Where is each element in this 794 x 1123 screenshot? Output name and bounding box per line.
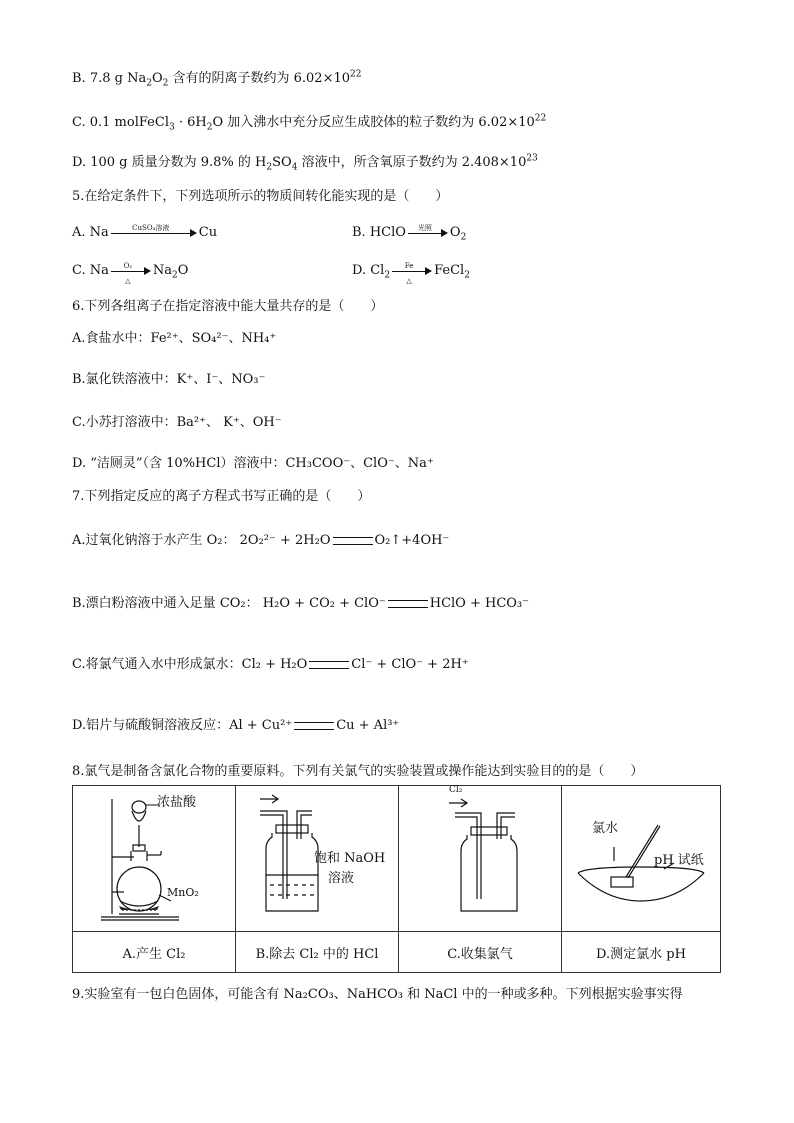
q6-option-b: B.氯化铁溶液中：K⁺、I⁻、NO₃⁻ <box>72 372 266 387</box>
label-chlorine-water: 氯水 <box>592 820 619 836</box>
q8-apparatus-table <box>72 785 721 973</box>
q5-option-d: D. $Cl_2$ Fe △ FeCl$_2$ <box>352 261 470 285</box>
q6-option-c: C.小苏打溶液中：Ba²⁺、 K⁺、OH⁻ <box>72 415 282 430</box>
q6-option-a: A.食盐水中：Fe²⁺、SO₄²⁻、NH₄⁺ <box>72 331 277 346</box>
q4-option-c: C. 0.1 molFeCl$_3$ · $6H_2O$ 加入沸水中充分反应生成胶体的粒子数约为 $6.02\times 10^{22}$ <box>72 113 547 133</box>
q5-stem: 5.在给定条件下，下列选项所示的物质间转化能实现的是（ ） <box>72 189 449 204</box>
label-ph-paper: pH 试纸 <box>654 852 704 868</box>
flask-apparatus-icon <box>79 789 229 929</box>
q6-stem: 6.下列各组离子在指定溶液中能大量共存的是（ ） <box>72 299 384 314</box>
apparatus-d-cell <box>562 786 721 932</box>
q4-option-d: D. 100 g 质量分数为 9.8% 的 $H_2SO_4$ 溶液中，所含氧原子数约为 $2.408\times 10^{23}$ <box>72 153 538 173</box>
caption-a: A.产生 Cl₂ <box>73 932 236 973</box>
label-conc-hcl: 浓盐酸 <box>157 794 197 810</box>
label-naoh: 饱和 NaOH <box>314 850 386 866</box>
apparatus-c-cell <box>399 786 562 932</box>
q7-option-a: A.过氧化钠溶于水产生 O₂： 2O₂²⁻ + 2H₂O O₂↑+4OH⁻ <box>72 533 450 548</box>
equals-sign <box>294 722 334 730</box>
q7-option-d: D.铝片与硫酸铜溶液反应：Al + Cu²⁺ Cu + Al³⁺ <box>72 718 400 733</box>
reaction-arrow: CuSO₄溶液 <box>111 225 197 241</box>
equals-sign <box>388 600 428 608</box>
apparatus-b-cell <box>236 786 399 932</box>
caption-b: B.除去 Cl₂ 中的 HCl <box>236 932 399 973</box>
equals-sign <box>333 537 373 545</box>
q9-stem: 9.实验室有一包白色固体，可能含有 Na₂CO₃、NaHCO₃ 和 NaCl 中的一种或多种。下列根据实验事实得 <box>72 987 683 1002</box>
equals-sign <box>309 661 349 669</box>
reaction-arrow: Fe △ <box>392 263 432 279</box>
caption-d: D.测定氯水 pH <box>562 932 721 973</box>
label-solution: 溶液 <box>328 870 355 886</box>
gas-bottle-icon <box>405 789 555 929</box>
label-cl2: Cl₂ <box>449 784 463 795</box>
q5-option-b: B. HClO 光照 $O_2$ <box>352 223 467 243</box>
q4-option-b: B. 7.8 g $Na_2O_2$ 含有的阴离子数约为 $6.02\times 10^{22}$ <box>72 69 362 89</box>
caption-c: C.收集氯气 <box>399 932 562 973</box>
reaction-arrow: 光照 <box>408 225 448 241</box>
reaction-arrow: O₂ △ <box>111 263 151 279</box>
q5-option-a: A. Na CuSO₄溶液 Cu <box>72 223 218 240</box>
label-mno2: MnO₂ <box>167 885 199 899</box>
q5-option-c: C. Na O₂ △ $Na_2O$ <box>72 261 189 285</box>
q6-option-d: D. “洁厕灵”（含 10%HCl）溶液中：CH₃COO⁻、ClO⁻、Na⁺ <box>72 456 434 471</box>
q7-option-b: B.漂白粉溶液中通入足量 CO₂： H₂O + CO₂ + ClO⁻ HClO + HCO₃⁻ <box>72 596 530 611</box>
q7-stem: 7.下列指定反应的离子方程式书写正确的是（ ） <box>72 489 371 504</box>
apparatus-a-cell <box>73 786 236 932</box>
q8-stem: 8.氯气是制备含氯化合物的重要原料。下列有关氯气的实验装置或操作能达到实验目的的是（ ） <box>72 764 644 779</box>
q7-option-c: C.将氯气通入水中形成氯水：Cl₂ + H₂O Cl⁻ + ClO⁻ + 2H⁺ <box>72 657 469 672</box>
